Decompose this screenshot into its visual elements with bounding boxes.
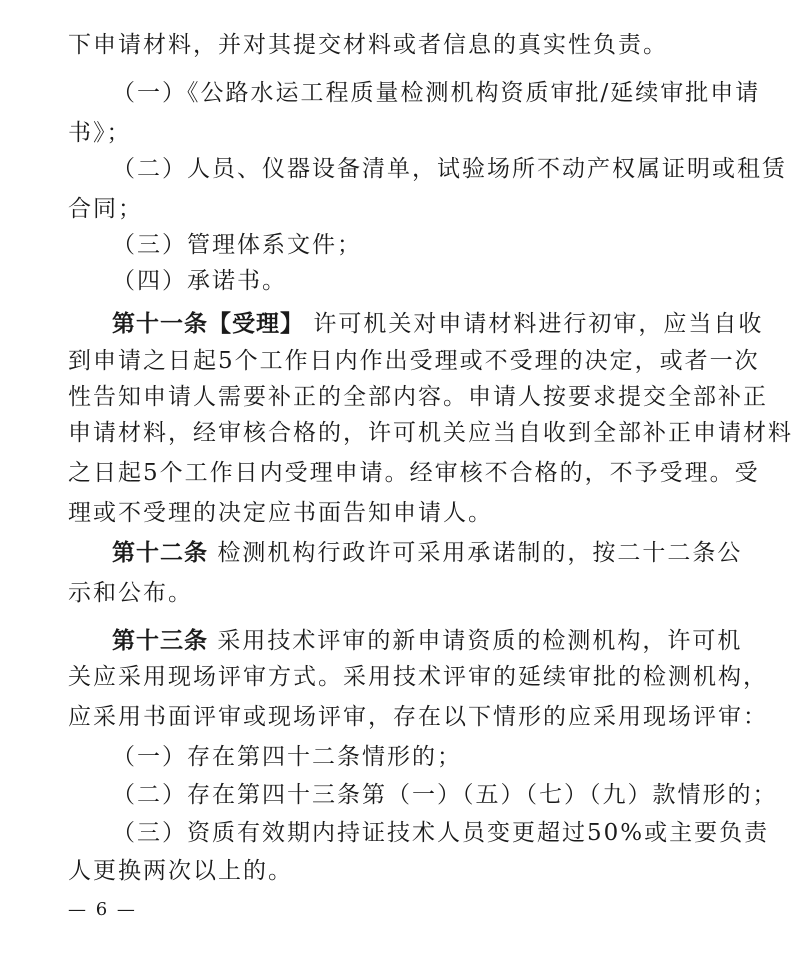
paragraph-line: 申请材料，经审核合格的，许可机关应当自收到全部补正申请材料 (68, 420, 793, 446)
article-11-text: 许可机关对申请材料进行初审，应当自收 (313, 311, 764, 337)
article-13-text: 采用技术评审的新申请资质的检测机构，许可机 (217, 628, 743, 654)
paragraph-line: 下申请材料，并对其提交材料或者信息的真实性负责。 (68, 32, 668, 58)
list-item-line: 人更换两次以上的。 (68, 858, 293, 884)
article-11-first-line (112, 309, 764, 339)
paragraph-line: 关应采用现场评审方式。采用技术评审的延续审批的检测机构， (68, 664, 768, 690)
article-12-heading: 第十二条 (112, 540, 208, 566)
page-number: — 6 — (68, 899, 137, 920)
paragraph-line: 之日起5个工作日内受理申请。经审核不合格的，不予受理。受 (68, 460, 760, 486)
article-13-first-line (112, 626, 743, 656)
paragraph-line: 应采用书面评审或现场评审，存在以下情形的应采用现场评审： (68, 704, 768, 730)
paragraph-line: 到申请之日起5个工作日内作出受理或不受理的决定，或者一次 (68, 348, 760, 374)
paragraph-line: 性告知申请人需要补正的全部内容。申请人按要求提交全部补正 (68, 384, 768, 410)
list-item-line: （二）人员、仪器设备清单，试验场所不动产权属证明或租赁 (112, 156, 787, 182)
list-item-line: 书》； (68, 120, 132, 146)
list-item-line: （三）管理体系文件； (112, 232, 362, 258)
paragraph-line: 示和公布。 (68, 580, 193, 606)
list-item-line: （一）《公路水运工程质量检测机构资质审批/延续审批申请 (112, 80, 761, 106)
list-item-line: （四）承诺书。 (112, 268, 287, 294)
article-11-heading: 第十一条【受理】 (112, 311, 304, 337)
article-13-heading: 第十三条 (112, 628, 208, 654)
article-12-text: 检测机构行政许可采用承诺制的，按二十二条公 (217, 540, 743, 566)
article-12-first-line (112, 538, 743, 568)
list-item-line: （一）存在第四十二条情形的； (112, 744, 462, 770)
list-item-line: 合同； (68, 196, 143, 222)
list-item-line: （二）存在第四十三条第（一）（五）（七）（九）款情形的； (112, 782, 778, 808)
list-item-line: （三）资质有效期内持证技术人员变更超过50%或主要负责 (112, 820, 770, 846)
paragraph-line: 理或不受理的决定应书面告知申请人。 (68, 500, 493, 526)
